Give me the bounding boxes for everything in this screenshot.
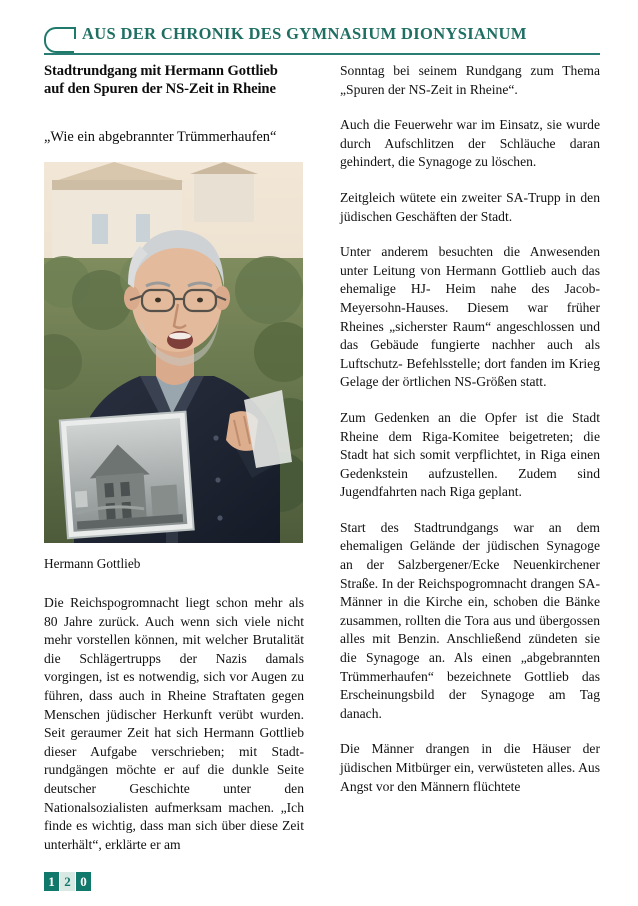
right-paragraph-1: Sonntag bei seinem Rundgang zum Thema „Spuren der NS-Zeit in Rheine“. bbox=[340, 63, 600, 97]
page-header bbox=[44, 24, 600, 58]
article-headline-line1: Stadtrundgang mit Hermann Gottlieb bbox=[44, 63, 278, 79]
page-number-digit-2: 2 bbox=[60, 872, 75, 891]
right-column bbox=[340, 62, 600, 796]
right-paragraph-3: Zeitgleich wütete ein zweiter SA-Trupp in den jüdischen Geschäften der Stadt. bbox=[340, 189, 600, 224]
left-column bbox=[44, 62, 304, 854]
right-paragraph-2: Auch die Feuerwehr war im Einsatz, sie wurde durch Aufschlitzen der Schläuche daran gehindert, die Synagoge zu löschen. bbox=[340, 117, 600, 170]
header-bracket-decoration bbox=[44, 27, 74, 53]
page-number bbox=[44, 872, 91, 891]
header-divider bbox=[44, 53, 600, 55]
right-paragraph-5: Zum Gedenken an die Opfer ist die Stadt Rheine dem Riga-Komitee beigetreten; die Stadt hat sich somit verpflichtet, in Riga einen Gedenkstein aufzustellen. Zudem sind Jugendfahrten nach Riga geplant. bbox=[340, 409, 600, 500]
article-subheadline: „Wie ein abgebrannter Trümmerhaufen“ bbox=[44, 129, 277, 145]
page-number-digit-1: 1 bbox=[44, 872, 59, 891]
photo-caption: Hermann Gottlieb bbox=[44, 556, 141, 571]
right-paragraph-4: Unter anderem besuchten die Anwesenden unter Leitung von Hermann Gottlieb auch das ehemalige HJ- Heim nahe des Jacob-Meyersohn-Hauses. Diesem war früher Rheines „sicherster Raum“ angeschlossen und das Gebäude fungierte nachher auch als Luftschutz- Befehlsstelle; dort fanden im Krieg Gelage der örtlichen NS-Größen statt. bbox=[340, 244, 600, 390]
article-headline-line2: auf den Spuren der NS-Zeit in Rheine bbox=[44, 81, 276, 97]
left-paragraph-1: Die Reichspogromnacht liegt schon mehr als 80 Jahre zurück. Auch wenn sich viele nicht mehr vorstellen können, mit welcher Brutalität die Schlägertrupps der Nazis damals vorgingen, ist es notwendig, sich vor Augen zu führen, dass auch in Rheine Straftaten gegen Menschen jüdischer Herkunft verübt wurden. Seit geraumer Zeit hat sich Hermann Gottlieb dieser Aufgabe verschrieben; mit Stadtrundgängen möchte er auf die dunkle Seite deutscher Geschichte unter den Nationalsozialisten aufmerksam machen. „Ich finde es wichtig, dass man sich über diese Zeit unterhält“, erklärte er am bbox=[44, 595, 304, 852]
hermann-gottlieb-photo bbox=[44, 162, 303, 543]
chronicle-header-title: AUS DER CHRONIK DES GYMNASIUM DIONYSIANUM bbox=[82, 24, 527, 43]
right-paragraph-6: Start des Stadtrundgangs war an dem ehemaligen Gelände der jüdischen Synagoge an der Salzbergener/Ecke Neuenkirchener Straße. In der Reichspogromnacht drangen SA-Männer in die Kirche ein, schoben die Bänke zusammen, rollten die Tora aus und übergossen alles mit Benzin. Anschließend zündeten sie die Synagoge an. Als einen „abgebrannten Trümmerhaufen“ bezeichnete Gottlieb das Erscheinungsbild der Synagoge am Tag danach. bbox=[340, 519, 600, 721]
article-headline bbox=[44, 62, 304, 98]
right-paragraph-7: Die Männer drangen in die Häuser der jüdischen Mitbürger ein, verwüsteten alles. Aus Angst vor den Männern flüchtete bbox=[340, 741, 600, 794]
page-number-digit-3: 0 bbox=[76, 872, 91, 891]
photo-illustration bbox=[44, 162, 303, 543]
